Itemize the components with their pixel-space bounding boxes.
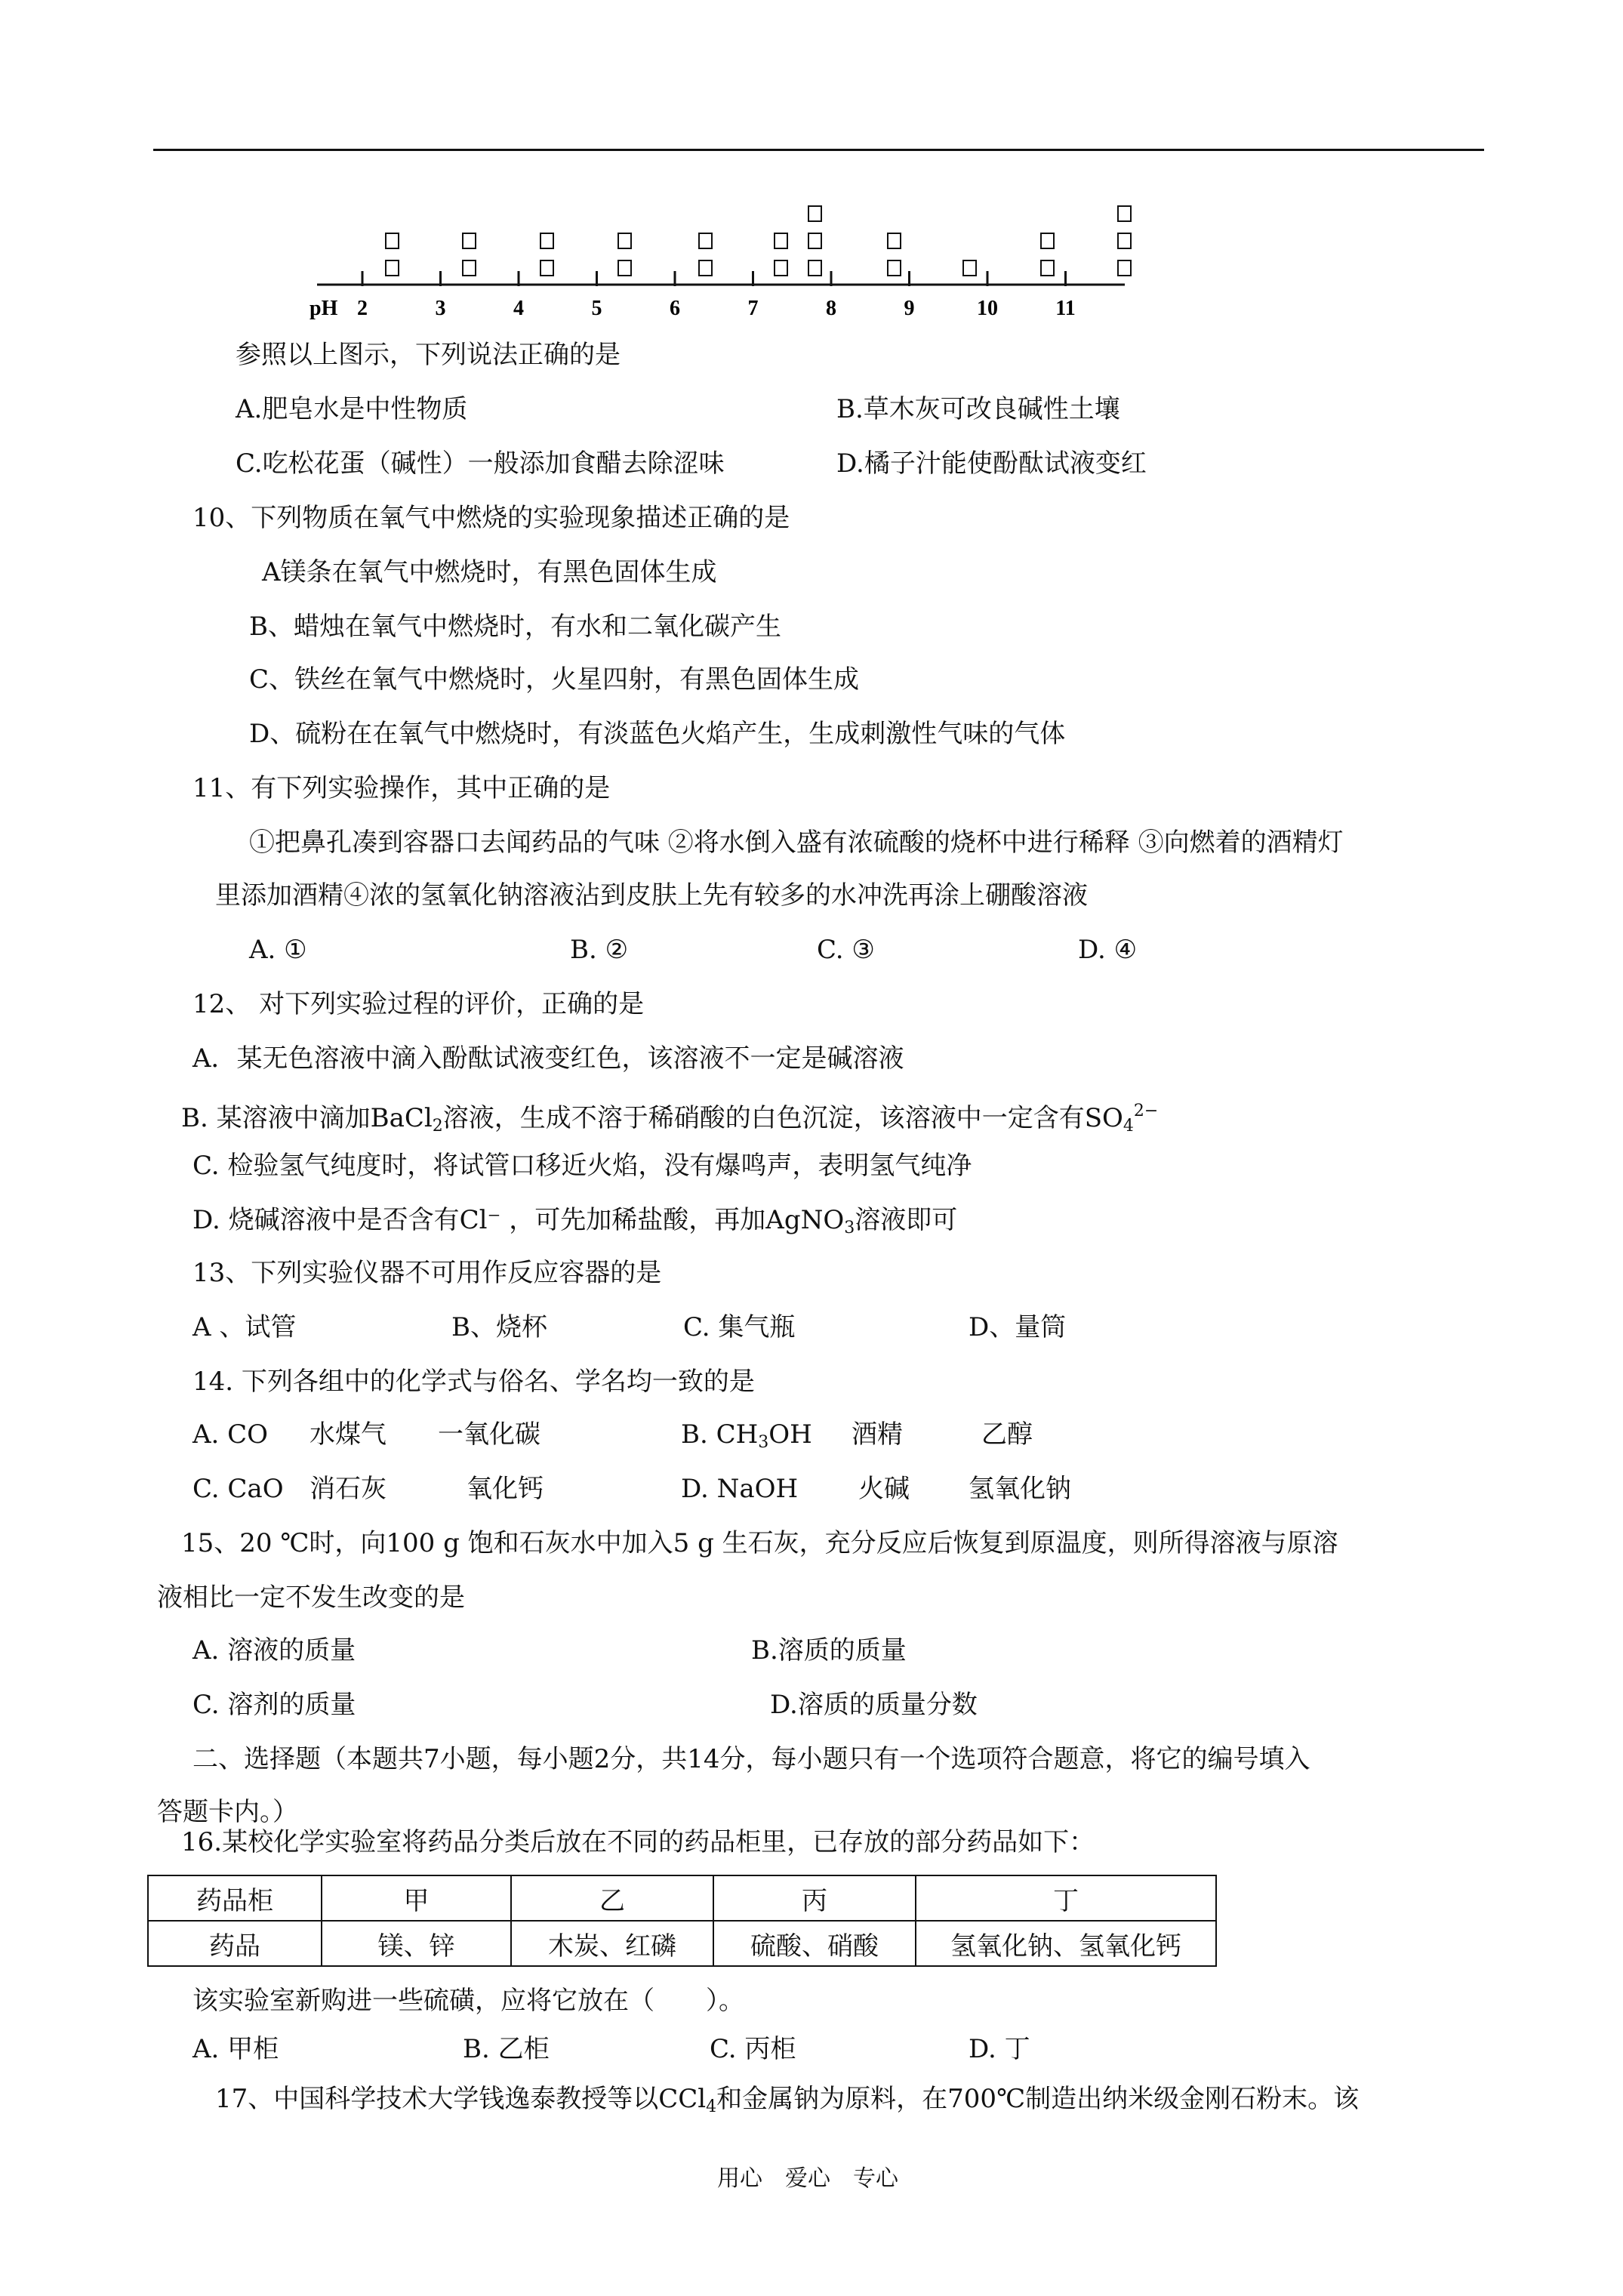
q13-stem: 13、下列实验仪器不可用作反应容器的是: [192, 1258, 662, 1288]
ph-marker-box: [775, 233, 787, 248]
ph-tick-label: 9: [904, 297, 915, 320]
q11-line1: ①把鼻孔凑到容器口去闻药品的气味 ②将水倒入盛有浓硫酸的烧杯中进行稀释 ③向燃着的酒精灯: [249, 827, 1344, 858]
q15-option-c: C. 溶剂的质量: [192, 1690, 356, 1720]
ph-tick-label: 5: [591, 297, 602, 320]
table-cell: 甲: [322, 1875, 511, 1921]
q10-option-a: A镁条在氧气中燃烧时，有黑色固体生成: [262, 557, 717, 587]
ph-marker-box: [618, 260, 631, 276]
table-cell: 硫酸、硝酸: [713, 1921, 916, 1966]
q14-b-common-name: 酒精: [852, 1419, 903, 1450]
q9-option-c: C.吃松花蛋（碱性）一般添加食醋去除涩味: [236, 448, 725, 479]
q12-option-d: D. 烧碱溶液中是否含有Cl⁻ ，可先加稀盐酸，再加AgNO$_3$溶液即可: [192, 1205, 958, 1237]
q14-c-chemical-name: 氧化钙: [467, 1474, 544, 1504]
ph-marker-box: [540, 233, 553, 248]
ph-marker-box: [540, 260, 553, 276]
ph-marker-box: [386, 233, 399, 248]
ph-marker-box: [1118, 260, 1131, 276]
q10-option-b: B、蜡烛在氧气中燃烧时，有水和二氧化碳产生: [249, 612, 781, 642]
table-cell: 药品: [148, 1921, 322, 1966]
q14-a-formula: A. CO: [192, 1419, 269, 1450]
q13-option-a: A 、试管: [192, 1312, 297, 1342]
q12-option-c: C. 检验氢气纯度时，将试管口移近火焰，没有爆鸣声，表明氢气纯净: [192, 1151, 972, 1181]
ph-axis-label: pH: [310, 297, 338, 320]
table-cell: 木炭、红磷: [511, 1921, 713, 1966]
q9-option-d: D.橘子汁能使酚酞试液变红: [836, 448, 1147, 479]
table-cell: 镁、锌: [322, 1921, 511, 1966]
ph-marker-box: [463, 260, 476, 276]
q11-option-b: B. ②: [570, 935, 629, 965]
q16-option-d: D. 丁: [969, 2034, 1030, 2064]
q14-d-common-name: 火碱: [858, 1474, 910, 1504]
q14-b-chemical-name: 乙醇: [981, 1419, 1033, 1450]
q14-c-common-name: 消石灰: [310, 1474, 387, 1504]
q15-option-b: B.溶质的质量: [751, 1635, 907, 1666]
q14-c-formula: C. CaO: [192, 1474, 284, 1504]
ph-marker-box: [386, 260, 399, 276]
q16-question: 该实验室新购进一些硫磺，应将它放在（ ）。: [192, 1986, 744, 2016]
ph-marker-box: [888, 260, 901, 276]
ph-marker-box: [1118, 233, 1131, 248]
q16-option-b: B. 乙柜: [463, 2034, 550, 2064]
ph-tick-label: 3: [435, 297, 446, 320]
header-rule: [153, 149, 1484, 151]
q12-stem: 12、 对下列实验过程的评价，正确的是: [192, 989, 645, 1019]
ph-marker-box: [888, 233, 901, 248]
ph-marker-box: [1118, 206, 1131, 221]
table-cell: 乙: [511, 1875, 713, 1921]
ph-marker-box: [808, 260, 821, 276]
q13-option-d: D、量筒: [969, 1312, 1067, 1342]
q13-option-b: B、烧杯: [451, 1312, 547, 1342]
ph-tick-label: 11: [1055, 297, 1076, 320]
ph-marker-box: [699, 233, 712, 248]
table-cell: 丙: [713, 1875, 916, 1921]
q17-line1: 17、中国科学技术大学钱逸泰教授等以CCl$_4$和金属钠为原料，在700℃制造出纳米级金刚石粉末。该: [215, 2084, 1360, 2116]
section2-heading-line1: 二、选择题（本题共7小题，每小题2分，共14分，每小题只有一个选项符合题意，将它的编号填入: [192, 1744, 1310, 1774]
ph-tick-label: 7: [747, 297, 759, 320]
q11-option-c: C. ③: [817, 935, 875, 965]
q9-option-a: A.肥皂水是中性物质: [236, 394, 468, 424]
ph-marker-box: [1041, 233, 1054, 248]
q12-option-b: B. 某溶液中滴加BaCl$_2$溶液，生成不溶于稀硝酸的白色沉淀，该溶液中一定含有$SO_4^{2-}$: [181, 1102, 1159, 1136]
q10-option-c: C、铁丝在氧气中燃烧时，火星四射，有黑色固体生成: [249, 664, 860, 695]
table-row: [148, 1921, 1216, 1966]
q10-stem: 10、下列物质在氧气中燃烧的实验现象描述正确的是: [192, 503, 790, 533]
q9-stem: 参照以上图示，下列说法正确的是: [236, 340, 621, 370]
q14-a-chemical-name: 一氧化碳: [438, 1419, 540, 1450]
q11-option-d: D. ④: [1078, 935, 1138, 965]
q14-d-formula: D. NaOH: [681, 1474, 799, 1504]
ph-marker-box: [963, 260, 976, 276]
q14-a-common-name: 水煤气: [310, 1419, 387, 1450]
q11-stem: 11、有下列实验操作，其中正确的是: [192, 773, 611, 803]
ph-tick-label: 8: [826, 297, 836, 320]
q14-b-formula: B. $CH_3OH$: [681, 1419, 812, 1452]
q12-option-a: A．某无色溶液中滴入酚酞试液变红色，该溶液不一定是碱溶液: [192, 1043, 904, 1074]
q15-line2: 液相比一定不发生改变的是: [157, 1583, 465, 1613]
q16-option-a: A. 甲柜: [192, 2034, 279, 2064]
ph-scale-figure: [306, 193, 1144, 321]
ph-marker-box: [618, 233, 631, 248]
ph-marker-box: [699, 260, 712, 276]
ph-substance-markers: [386, 206, 1131, 276]
section2-heading-line2: 答题卡内。）: [157, 1797, 298, 1827]
ph-tick-label: 6: [670, 297, 680, 320]
q15-option-d: D.溶质的质量分数: [770, 1690, 978, 1720]
q15-line1: 15、20 ℃时，向100 g 饱和石灰水中加入5 g 生石灰，充分反应后恢复到原温度，则所得溶液与原溶: [181, 1528, 1338, 1558]
q15-option-a: A. 溶液的质量: [192, 1635, 356, 1666]
q14-stem: 14. 下列各组中的化学式与俗名、学名均一致的是: [192, 1367, 755, 1397]
q10-option-d: D、硫粉在在氧气中燃烧时，有淡蓝色火焰产生，生成刺激性气味的气体: [249, 719, 1066, 749]
q11-option-a: A. ①: [249, 935, 307, 965]
page-footer: 用心 爱心 专心: [717, 2165, 898, 2192]
q11-line2: 里添加酒精④浓的氢氧化钠溶液沾到皮肤上先有较多的水冲洗再涂上硼酸溶液: [215, 880, 1088, 911]
ph-marker-box: [463, 233, 476, 248]
q16-stem: 16.某校化学实验室将药品分类后放在不同的药品柜里，已存放的部分药品如下：: [181, 1827, 1095, 1857]
ph-marker-box: [808, 233, 821, 248]
ph-tick-label: 10: [977, 297, 998, 320]
q13-option-c: C. 集气瓶: [683, 1312, 796, 1342]
medicine-cabinet-table: [147, 1875, 1217, 1967]
table-cell: 丁: [916, 1875, 1216, 1921]
table-cell: 氢氧化钠、氢氧化钙: [916, 1921, 1216, 1966]
ph-tick-label: 4: [513, 297, 524, 320]
ph-marker-box: [808, 206, 821, 221]
q16-option-c: C. 丙柜: [710, 2034, 796, 2064]
ph-marker-box: [1041, 260, 1054, 276]
table-header-row: [148, 1875, 1216, 1921]
q9-option-b: B.草木灰可改良碱性土壤: [836, 394, 1120, 424]
q14-d-chemical-name: 氢氧化钠: [969, 1474, 1071, 1504]
ph-tick-label: 2: [357, 297, 368, 320]
ph-marker-box: [775, 260, 787, 276]
table-cell: 药品柜: [148, 1875, 322, 1921]
ph-ticks: [357, 271, 1076, 320]
